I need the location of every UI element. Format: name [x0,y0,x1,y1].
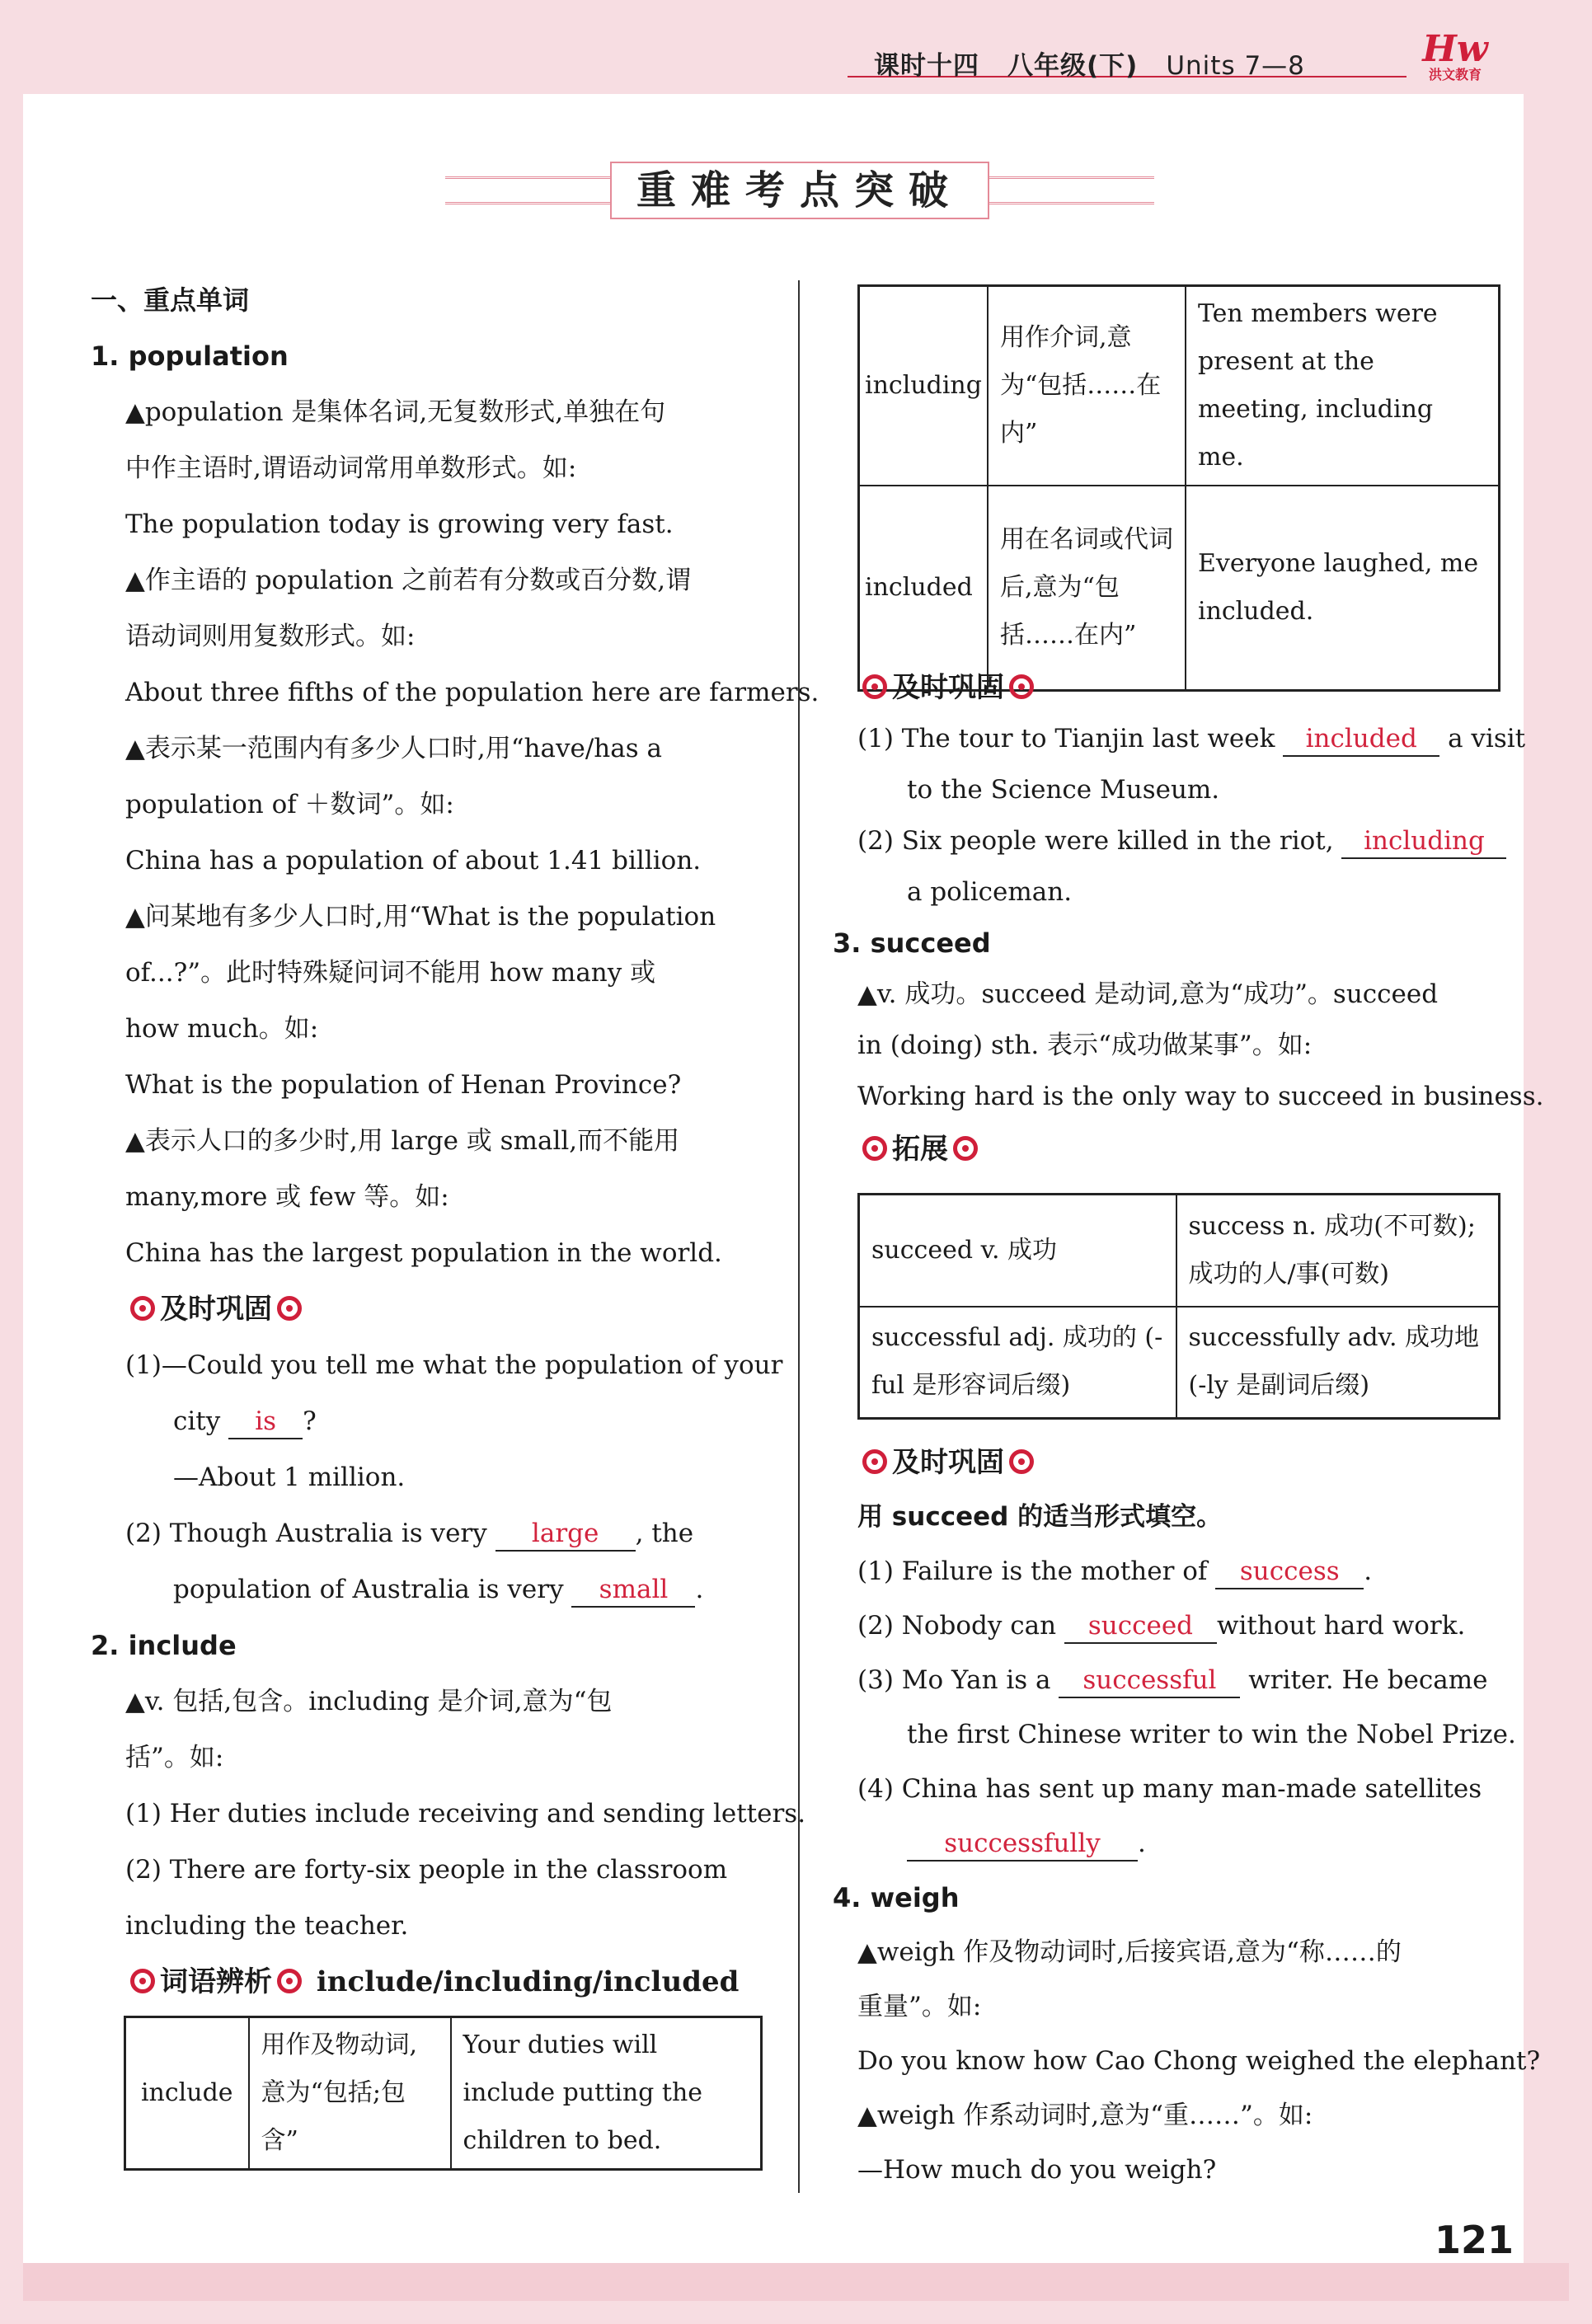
example-sentence: Working hard is the only way to succeed in business. [857,1082,1544,1111]
exercise-item [857,1543,1372,1599]
exercise-item [857,1652,1487,1708]
note-text: in (doing) sth. 表示“成功做某事”。如: [857,1031,1313,1060]
header-info [874,45,1333,82]
table-cell: successfully adv. 成功地 (-ly 是副词后缀) [1176,1307,1500,1419]
note-text: 语动词则用复数形式。如: [125,622,416,651]
extension-label: 拓展 [892,1133,948,1166]
distinction-label: 词语辨析 [160,1965,272,1998]
exercise-text: (3) Mo Yan is a [857,1665,1051,1695]
note-text: of...?”。此时特殊疑问词不能用 how many 或 [125,958,656,988]
word-heading-population: 1. population [91,340,289,372]
note-text: ▲v. 成功。succeed 是动词,意为“成功”。succeed [857,979,1439,1009]
example-sentence: Do you know how Cao Chong weighed the elephant? [857,2046,1541,2076]
answer-blank[interactable]: is [228,1405,303,1439]
consolidate-label: 及时巩固 [160,1293,272,1326]
recycle-icon [862,1136,887,1161]
exercise-item [91,1505,693,1561]
grade-label: 八年级(下) [1007,51,1139,81]
answer-blank[interactable]: succeed [1064,1609,1217,1644]
recycle-icon [277,1296,302,1321]
exercise-text: (2) Nobody can [857,1611,1057,1641]
exercise-item [91,1393,317,1449]
table-cell-word: include [125,2017,249,2170]
recycle-icon [1009,674,1034,699]
exercise-text: (2) Though Australia is very [125,1519,487,1548]
exercise-text: population of Australia is very [173,1575,564,1604]
note-text: how much。如: [125,1014,319,1044]
recycle-icon [862,1449,887,1474]
logo-mark: Hw [1422,28,1488,70]
example-sentence: China has the largest population in the world. [125,1238,722,1268]
table-cell-example: Ten members were present at the meeting, including me. [1186,286,1500,486]
table-row [859,286,1500,486]
word-family-table [857,1193,1500,1420]
distinction-table-include [124,2016,763,2171]
exercise-text: (2) Six people were killed in the riot, [857,826,1334,856]
table-row [125,2017,762,2170]
recycle-icon [277,1969,302,1993]
extension-heading [857,1121,983,1177]
fill-instructions: 用 succeed 的适当形式填空。 [857,1502,1223,1532]
example-sentence: including the teacher. [125,1911,409,1941]
exercise-item: the first Chinese writer to win the Nobel Prize. [907,1720,1516,1749]
exercise-text: ? [303,1406,317,1436]
exercise-text: , the [635,1519,694,1548]
exercise-item: (1)—Could you tell me what the population of your [125,1350,783,1380]
exercise-text: . [695,1575,704,1604]
units-label: Units 7—8 [1166,51,1305,81]
table-row [859,1195,1500,1307]
distinction-table-including [857,284,1500,692]
banner-title: 重难考点突破 [610,162,989,219]
table-cell-word: included [859,486,988,690]
exercise-item [857,1598,1465,1654]
bottom-band [23,2263,1569,2301]
exercise-text: (1) The tour to Tianjin last week [857,724,1275,754]
exercise-text: without hard work. [1216,1611,1466,1641]
table-cell-example: Everyone laughed, me included. [1186,486,1500,690]
note-text: ▲v. 包括,包含。including 是介词,意为“包 [125,1687,613,1716]
note-text: 括”。如: [125,1743,224,1772]
section-heading: 一、重点单词 [91,284,250,316]
exercise-item: —About 1 million. [173,1462,406,1492]
note-text: many,more 或 few 等。如: [125,1182,449,1212]
page-header [23,23,1569,94]
consolidate-label: 及时巩固 [892,1446,1004,1479]
recycle-icon [953,1136,978,1161]
exercise-item [857,813,1506,869]
exercise-text: . [1364,1556,1373,1586]
answer-blank[interactable]: successfully [907,1827,1138,1862]
note-text: ▲表示某一范围内有多少人口时,用“have/has a [125,734,662,763]
consolidate-heading [857,1434,1039,1491]
lesson-label: 课时十四 [874,51,979,81]
note-text: ▲weigh 作系动词时,意为“重……”。如: [857,2101,1313,2130]
note-text: 重量”。如: [857,1992,982,2021]
exercise-text: a visit [1448,724,1526,754]
note-text: ▲表示人口的多少时,用 large 或 small,而不能用 [125,1126,680,1156]
consolidate-label: 及时巩固 [892,671,1004,704]
answer-blank[interactable]: including [1341,824,1506,859]
publisher-logo [1418,28,1492,92]
note-text: 中作主语时,谓语动词常用单数形式。如: [125,453,577,483]
column-divider [798,280,800,2193]
answer-blank[interactable]: successful [1059,1664,1240,1698]
table-cell: success n. 成功(不可数);成功的人/事(可数) [1176,1195,1500,1307]
recycle-icon [130,1969,155,1993]
exercise-item: to the Science Museum. [907,775,1220,805]
table-cell-usage: 用在名词或代词后,意为“包括……在内” [988,486,1186,690]
note-text: ▲问某地有多少人口时,用“What is the population [125,902,716,932]
exercise-item: (4) China has sent up many man-made satellites [857,1774,1482,1804]
recycle-icon [1009,1449,1034,1474]
exercise-item [91,1561,703,1617]
exercise-item [857,711,1525,767]
example-sentence: (2) There are forty-six people in the classroom [125,1855,728,1885]
word-heading-succeed: 3. succeed [833,927,991,959]
exercise-text: writer. He became [1248,1665,1488,1695]
right-margin-band [1524,23,1569,2301]
logo-text: 洪文教育 [1428,67,1482,82]
distinction-heading [91,1954,739,2010]
recycle-icon [130,1296,155,1321]
note-text: population of ＋数词”。如: [125,790,454,819]
example-sentence: —How much do you weigh? [857,2155,1217,2185]
page-number: 121 [1435,2218,1515,2262]
exercise-text: . [1138,1829,1146,1858]
answer-blank[interactable]: large [495,1517,636,1552]
exercise-item [907,1815,1146,1871]
answer-blank[interactable]: included [1283,722,1439,757]
consolidate-heading [91,1281,307,1337]
consolidate-heading [857,660,1039,716]
note-text: ▲population 是集体名词,无复数形式,单独在句 [125,397,666,427]
word-heading-weigh: 4. weigh [833,1882,960,1913]
table-cell-word: including [859,286,988,486]
answer-blank[interactable]: small [571,1573,695,1608]
banner [445,162,1154,219]
example-sentence: (1) Her duties include receiving and sending letters. [125,1799,806,1829]
note-text: ▲weigh 作及物动词时,后接宾语,意为“称……的 [857,1937,1402,1967]
table-cell-usage: 用作及物动词,意为“包括;包含” [249,2017,451,2170]
example-sentence: About three fifths of the population here are farmers. [125,678,819,707]
word-heading-include: 2. include [91,1630,237,1661]
recycle-icon [862,674,887,699]
note-text: ▲作主语的 population 之前若有分数或百分数,谓 [125,566,692,595]
exercise-item: a policeman. [907,877,1073,907]
table-cell: succeed v. 成功 [859,1195,1176,1307]
table-cell-example: Your duties will include putting the children to bed. [451,2017,762,2170]
answer-blank[interactable]: success [1215,1555,1364,1589]
example-sentence: What is the population of Henan Province? [125,1070,682,1100]
example-sentence: China has a population of about 1.41 billion. [125,846,702,876]
distinction-words: include/including/included [316,1965,740,1998]
example-sentence: The population today is growing very fast. [125,509,674,539]
table-cell: successful adj. 成功的 (-ful 是形容词后缀) [859,1307,1176,1419]
table-row [859,1307,1500,1419]
table-cell-usage: 用作介词,意为“包括……在内” [988,286,1186,486]
exercise-text: city [173,1406,221,1436]
exercise-text: (1) Failure is the mother of [857,1556,1208,1586]
